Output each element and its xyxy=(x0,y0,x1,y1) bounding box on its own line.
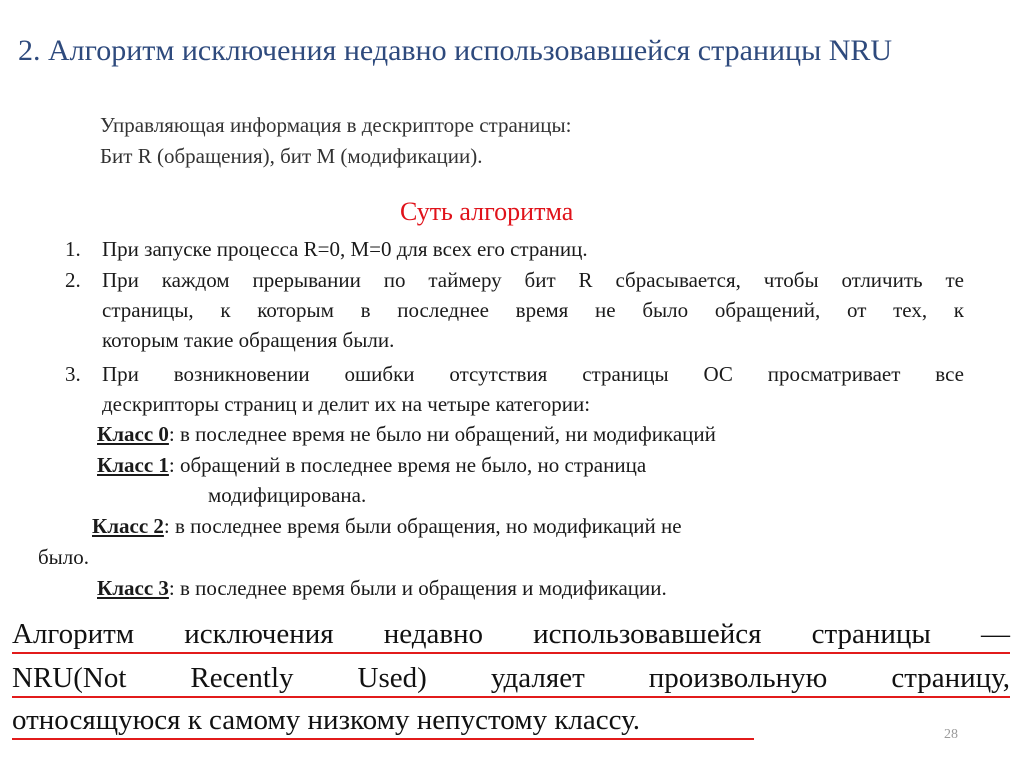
class-0-row xyxy=(97,422,716,447)
class-3-row xyxy=(97,576,667,601)
slide-title: 2. Алгоритм исключения недавно использовавшейся страницы NRU xyxy=(18,34,893,67)
conclusion-underline-1 xyxy=(12,652,1010,654)
page-number: 28 xyxy=(944,727,958,742)
list-item-3-number: 3. xyxy=(65,362,81,386)
class-1-continuation: модифицирована. xyxy=(208,483,367,507)
control-info-line-2: Бит R (обращения), бит M (модификации). xyxy=(100,144,483,168)
class-3-label: Класс 3 xyxy=(97,576,169,600)
class-3-text: : в последнее время были и обращения и модификации. xyxy=(168,576,667,600)
list-item-2-line-1: При каждом прерывании по таймеру бит R сбрасывается, чтобы отличить те xyxy=(102,268,964,292)
class-1-row xyxy=(97,453,646,478)
class-2-label: Класс 2 xyxy=(92,514,164,538)
conclusion-line-1: Алгоритм исключения недавно использовавшейся страницы — xyxy=(12,618,1010,650)
list-item-2-line-3: которым такие обращения были. xyxy=(102,328,395,352)
conclusion-line-3: относящуюся к самому низкому непустому классу. xyxy=(12,704,640,736)
class-2-text: : в последнее время были обращения, но модификаций не xyxy=(163,514,682,538)
list-item-2-line-2: страницы, к которым в последнее время не было обращений, от тех, к xyxy=(102,298,964,322)
class-1-text: : обращений в последнее время не было, но страница xyxy=(168,453,647,477)
class-0-text: : в последнее время не было ни обращений, ни модификаций xyxy=(168,422,716,446)
list-item-3-line-2: дескрипторы страниц и делит их на четыре категории: xyxy=(102,392,591,416)
class-2-row xyxy=(92,514,682,539)
conclusion-line-2: NRU(Not Recently Used) удаляет произвольную страницу, xyxy=(12,662,1010,694)
list-item-2-number: 2. xyxy=(65,268,81,292)
algorithm-subheading: Суть алгоритма xyxy=(400,197,574,226)
class-1-label: Класс 1 xyxy=(97,453,169,477)
list-item-1-line-1: При запуске процесса R=0, M=0 для всех его страниц. xyxy=(102,237,588,261)
class-0-label: Класс 0 xyxy=(97,422,169,446)
conclusion-underline-2 xyxy=(12,696,1010,698)
list-item-3-line-1: При возникновении ошибки отсутствия страницы ОС просматривает все xyxy=(102,362,964,386)
list-item-1-number: 1. xyxy=(65,237,81,261)
control-info-line-1: Управляющая информация в дескрипторе страницы: xyxy=(100,113,572,137)
class-2-continuation: было. xyxy=(38,545,90,569)
conclusion-underline-3 xyxy=(12,738,754,740)
